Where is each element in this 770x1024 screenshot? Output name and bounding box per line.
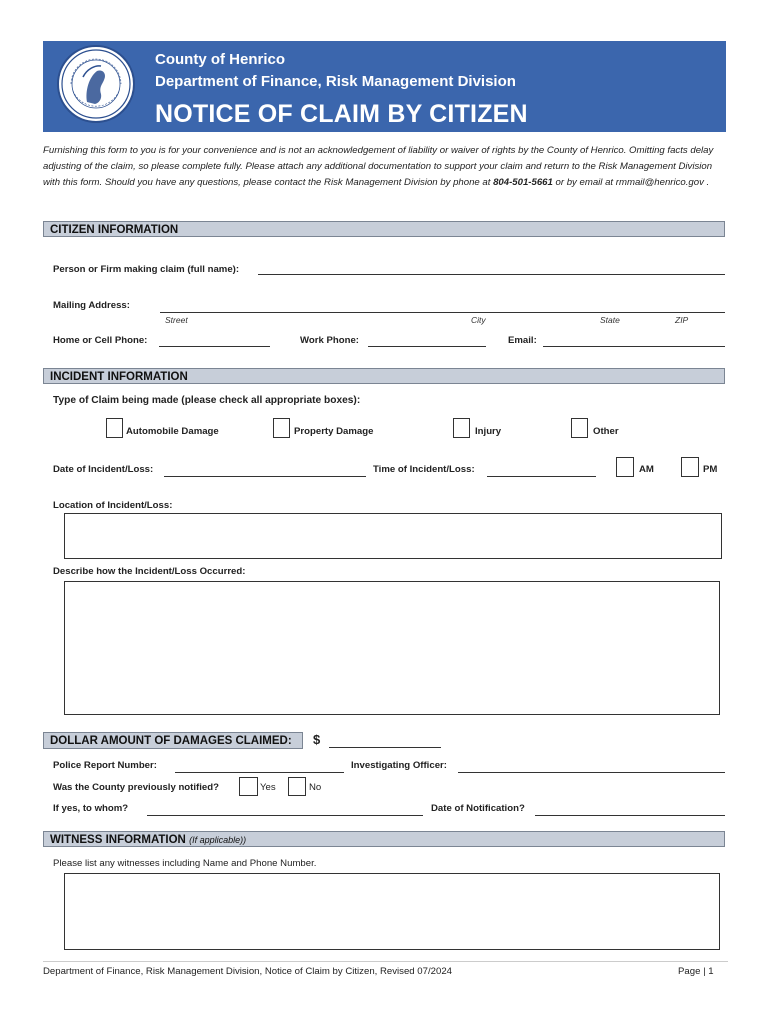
witness-instruction: Please list any witnesses including Name and Phone Number. — [53, 858, 317, 869]
am-label: AM — [639, 464, 654, 475]
zip-caption: ZIP — [675, 315, 689, 325]
page-number: Page | 1 — [678, 966, 714, 977]
pm-label: PM — [703, 464, 718, 475]
police-report-field[interactable] — [175, 772, 344, 773]
county-name: County of Henrico — [155, 51, 285, 68]
investigating-officer-label: Investigating Officer: — [351, 760, 447, 771]
witness-section-note: (If applicable)) — [189, 835, 247, 845]
am-checkbox[interactable] — [616, 457, 634, 477]
to-whom-field[interactable] — [147, 815, 423, 816]
incident-time-label: Time of Incident/Loss: — [373, 464, 475, 475]
dollar-sign: $ — [313, 732, 321, 747]
injury-checkbox[interactable] — [453, 418, 470, 438]
home-phone-field[interactable] — [159, 346, 270, 347]
incident-section-header: INCIDENT INFORMATION — [43, 368, 725, 384]
witness-textarea[interactable] — [64, 873, 720, 950]
footer-text: Department of Finance, Risk Management Division, Notice of Claim by Citizen, Revised 07/2024 — [43, 966, 452, 977]
police-report-label: Police Report Number: — [53, 760, 157, 771]
describe-label: Describe how the Incident/Loss Occurred: — [53, 566, 246, 577]
notified-yes-label: Yes — [260, 782, 276, 793]
automobile-damage-label: Automobile Damage — [126, 426, 219, 437]
incident-time-field[interactable] — [487, 476, 596, 477]
notified-label: Was the County previously notified? — [53, 782, 219, 793]
damages-amount-field[interactable] — [329, 747, 441, 748]
work-phone-field[interactable] — [368, 346, 486, 347]
notification-date-field[interactable] — [535, 815, 725, 816]
notified-yes-checkbox[interactable] — [239, 777, 258, 796]
location-label: Location of Incident/Loss: — [53, 500, 173, 511]
street-caption: Street — [165, 315, 188, 325]
email-label: Email: — [508, 335, 537, 346]
mailing-field[interactable] — [160, 312, 725, 313]
damages-section-header: DOLLAR AMOUNT OF DAMAGES CLAIMED: — [43, 732, 303, 749]
property-damage-label: Property Damage — [294, 426, 374, 437]
mailing-label: Mailing Address: — [53, 300, 130, 311]
city-caption: City — [471, 315, 486, 325]
intro-phone: 804-501-5661 — [493, 177, 553, 188]
to-whom-label: If yes, to whom? — [53, 803, 129, 814]
other-label: Other — [593, 426, 619, 437]
pm-checkbox[interactable] — [681, 457, 699, 477]
intro-text-a: Furnishing this form to you is for your convenience and is not an acknowledgement of liability or waiver of rights by the County of Henrico. Omitting facts delay adjusting of the claim, so please complete fully. Please attach any additional documentation to support your claim and return to the Risk Management Division with this form. Should you have any questions, please contact the Risk Management Division by phone at — [43, 145, 714, 188]
witness-section-title: WITNESS INFORMATION — [50, 834, 186, 846]
property-damage-checkbox[interactable] — [273, 418, 290, 438]
county-seal-logo — [57, 45, 135, 123]
location-textarea[interactable] — [64, 513, 722, 559]
notified-no-label: No — [309, 782, 322, 793]
investigating-officer-field[interactable] — [458, 772, 725, 773]
automobile-damage-checkbox[interactable] — [106, 418, 123, 438]
person-field[interactable] — [258, 274, 725, 275]
other-checkbox[interactable] — [571, 418, 588, 438]
incident-date-field[interactable] — [164, 476, 366, 477]
state-caption: State — [600, 315, 620, 325]
incident-date-label: Date of Incident/Loss: — [53, 464, 154, 475]
home-phone-label: Home or Cell Phone: — [53, 335, 148, 346]
form-title: NOTICE OF CLAIM BY CITIZEN — [155, 100, 528, 128]
injury-label: Injury — [475, 426, 502, 437]
email-field[interactable] — [543, 346, 725, 347]
intro-paragraph — [43, 143, 728, 191]
notified-no-checkbox[interactable] — [288, 777, 306, 796]
footer-divider — [43, 961, 728, 962]
department-name: Department of Finance, Risk Management Division — [155, 73, 516, 90]
witness-section-header — [43, 831, 725, 847]
person-label: Person or Firm making claim (full name): — [53, 264, 240, 275]
describe-textarea[interactable] — [64, 581, 720, 715]
citizen-section-header: CITIZEN INFORMATION — [43, 221, 725, 237]
claim-type-label: Type of Claim being made (please check all appropriate boxes): — [53, 395, 361, 406]
intro-text-b: or by email at rmmail@henrico.gov . — [552, 177, 710, 188]
notification-date-label: Date of Notification? — [431, 803, 525, 814]
work-phone-label: Work Phone: — [300, 335, 359, 346]
